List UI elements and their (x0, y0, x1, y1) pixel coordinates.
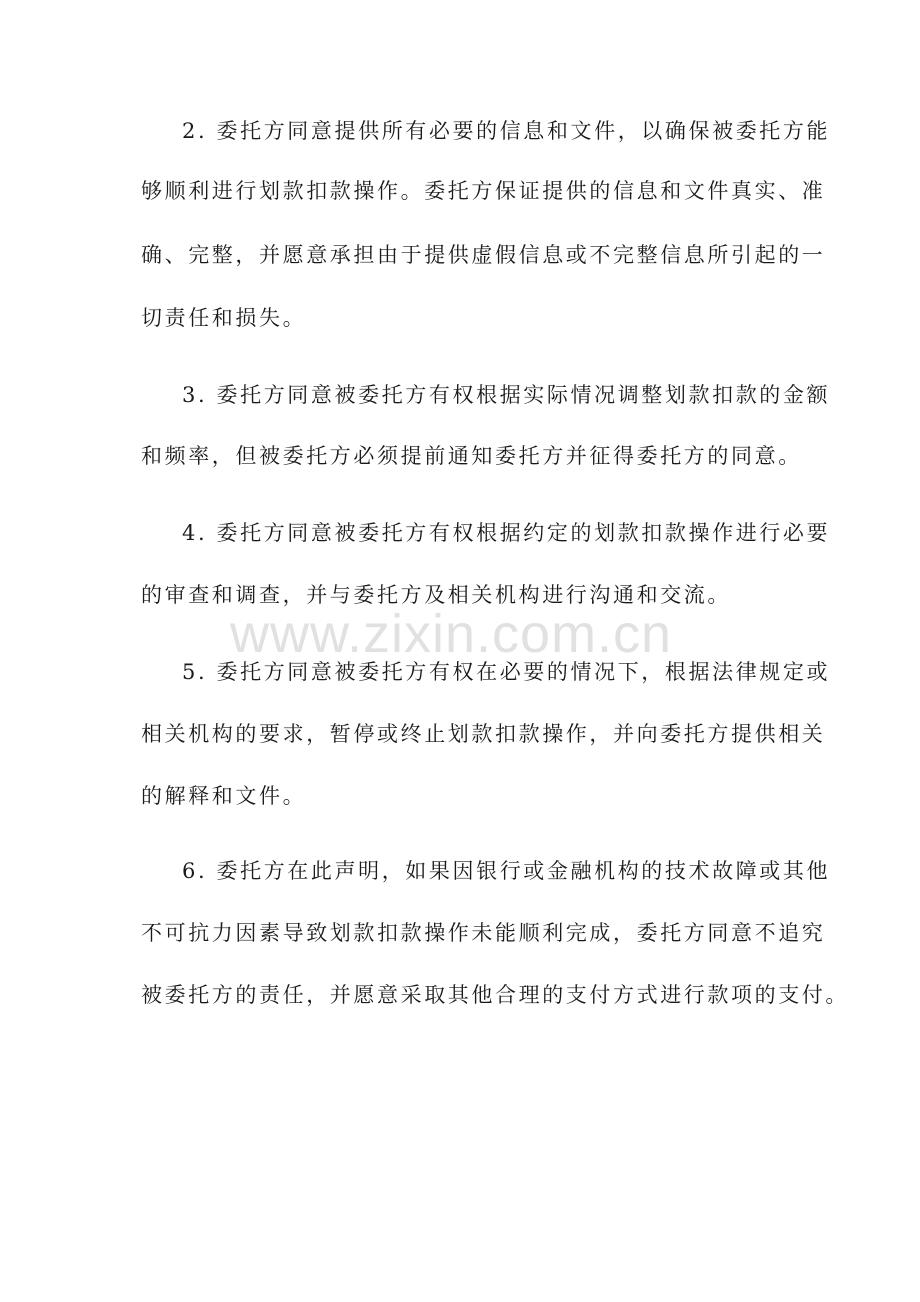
paragraph-5-line-2: 相关机构的要求，暂停或终止划款扣款操作，并向委托方提供相关 (141, 722, 826, 746)
paragraph-6-line-1: 6. 委托方在此声明，如果因银行或金融机构的技术故障或其他 (182, 859, 831, 883)
paragraph-2-line-4: 切责任和损失。 (141, 306, 307, 330)
paragraph-5-line-1: 5. 委托方同意被委托方有权在必要的情况下，根据法律规定或 (182, 660, 831, 684)
paragraph-2-line-1: 2. 委托方同意提供所有必要的信息和文件，以确保被委托方能 (182, 119, 831, 143)
paragraph-5-line-3: 的解释和文件。 (141, 784, 307, 808)
paragraph-2-line-2: 够顺利进行划款扣款操作。委托方保证提供的信息和文件真实、准 (141, 179, 826, 203)
paragraph-6-line-3: 被委托方的责任，并愿意采取其他合理的支付方式进行款项的支付。 (141, 983, 849, 1007)
paragraph-4-line-1: 4. 委托方同意被委托方有权根据约定的划款扣款操作进行必要 (182, 521, 831, 545)
watermark: www.zixin.com.cn (230, 604, 673, 664)
paragraph-6-line-2: 不可抗力因素导致划款扣款操作未能顺利完成，委托方同意不追究 (141, 921, 826, 945)
paragraph-3-line-2: 和频率，但被委托方必须提前通知委托方并征得委托方的同意。 (141, 444, 802, 468)
paragraph-3-line-1: 3. 委托方同意被委托方有权根据实际情况调整划款扣款的金额 (182, 383, 831, 407)
paragraph-4-line-2: 的审查和调查，并与委托方及相关机构进行沟通和交流。 (141, 583, 731, 607)
paragraph-2-line-3: 确、完整，并愿意承担由于提供虚假信息或不完整信息所引起的一 (141, 243, 826, 267)
